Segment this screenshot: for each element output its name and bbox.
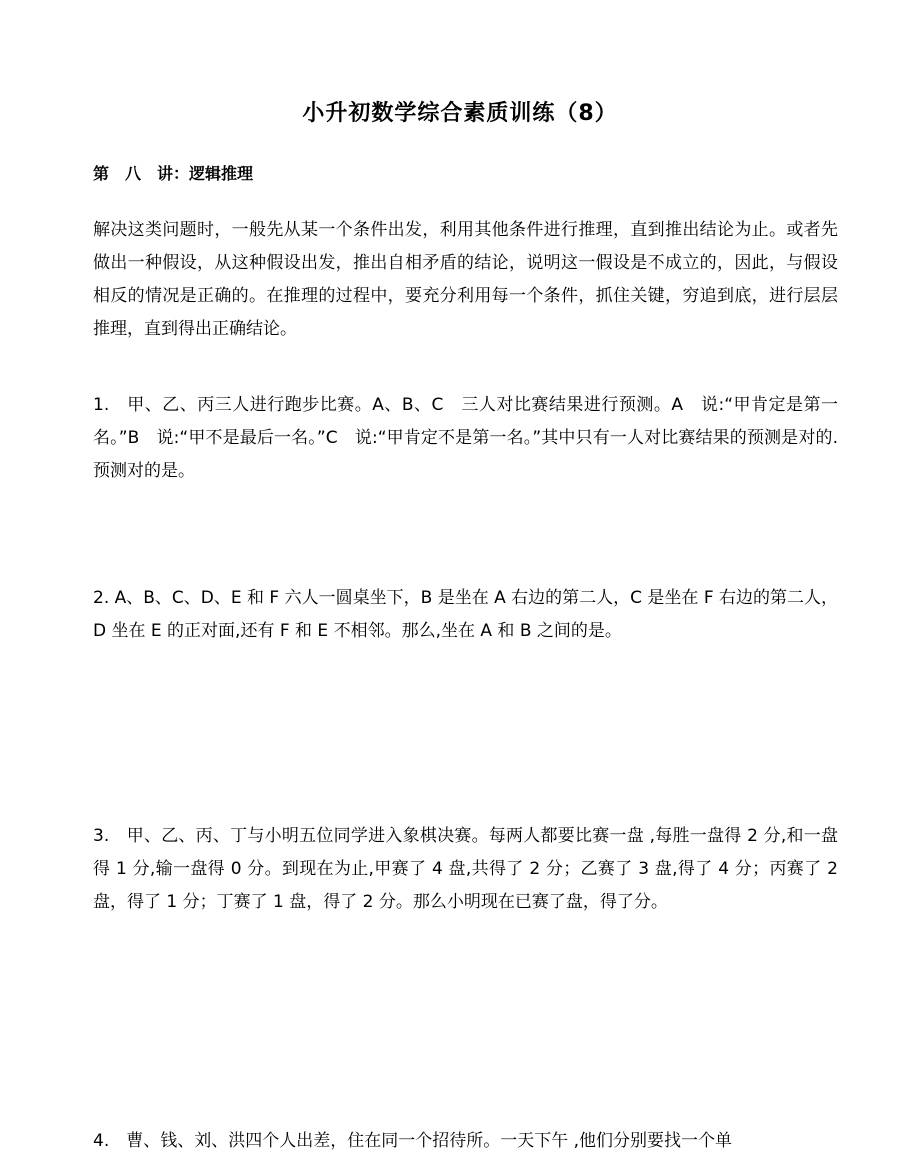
question-3 bbox=[93, 820, 838, 919]
question-2 bbox=[93, 582, 838, 648]
intro-text: 解决这类问题时，一般先从某一个条件出发，利用其他条件进行推理，直到推出结论为止。或者先做出一种假设，从这种假设出发，推出自相矛盾的结论，说明这一假设是不成立的，因此，与假设相反的情况是正确的。在推理的过程中，要充分利用每一个条件，抓住关键，穷追到底，进行层层推理，直到得出正确结论。 bbox=[93, 220, 838, 339]
section-heading: 第 八 讲：逻辑推理 bbox=[93, 164, 254, 183]
question-3-text: 3. 甲、乙、丙、丁与小明五位同学进入象棋决赛。每两人都要比赛一盘 ,每胜一盘得 2 分,和一盘得 1 分,输一盘得 0 分。到现在为止,甲赛了 4 盘,共得了 2 分；乙赛了 3 盘,得了 4 分；丙赛了 2 盘，得了 1 分；丁赛了 1 盘，得了 2 分。那么小明现在已赛了盘，得了分。 bbox=[93, 826, 838, 912]
page-title: 小升初数学综合素质训练（8） bbox=[302, 101, 618, 126]
question-4 bbox=[93, 1125, 838, 1158]
question-2-text: 2. A、B、C、D、E 和 F 六人一圆桌坐下，B 是坐在 A 右边的第二人，C 是坐在 F 右边的第二人，D 坐在 E 的正对面,还有 F 和 E 不相邻。那么,坐在 A 和 B 之间的是。 bbox=[93, 588, 838, 641]
question-1-text: 1. 甲、乙、丙三人进行跑步比赛。A、B、C 三人对比赛结果进行预测。A 说:“甲肯定是第一名。”B 说:“甲不是最后一名。”C 说:“甲肯定不是第一名。”其中只有一人对比赛结果的预测是对的.预测对的是。 bbox=[93, 395, 838, 481]
question-1 bbox=[93, 389, 838, 488]
question-4-text: 4. 曹、钱、刘、洪四个人出差，住在同一个招待所。一天下午 ,他们分别要找一个单 bbox=[93, 1131, 733, 1151]
intro-paragraph bbox=[93, 214, 838, 346]
